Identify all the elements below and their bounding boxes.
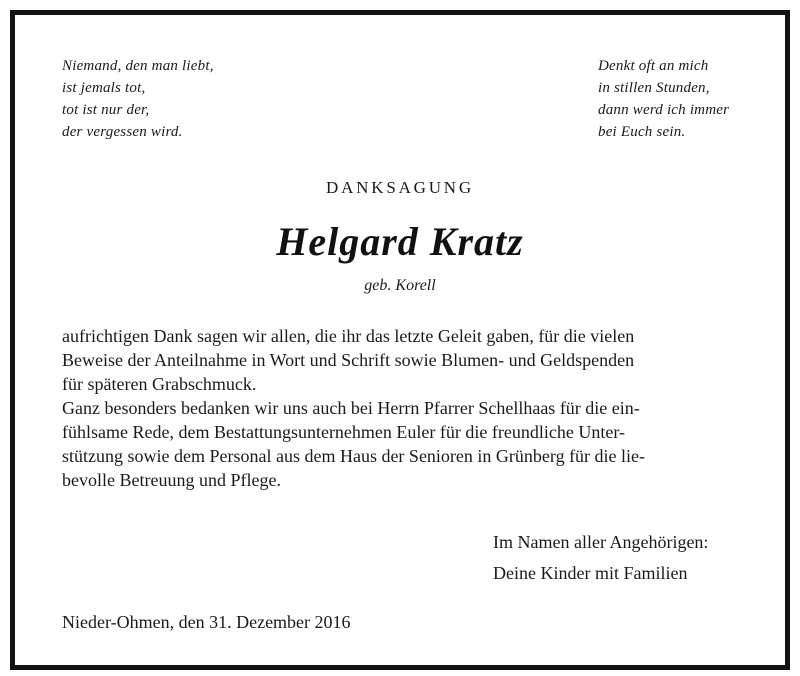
signature-block (493, 527, 708, 589)
body-line: stützung sowie dem Personal aus dem Haus der Senioren in Grünberg für die lie- (62, 446, 646, 466)
notice-heading: DANKSAGUNG (326, 178, 474, 197)
verse-left-line: ist jemals tot, (62, 80, 146, 96)
deceased-name: Helgard Kratz (276, 219, 524, 264)
thanks-paragraph (62, 324, 752, 492)
body-line: für späteren Grabschmuck. (62, 374, 257, 394)
place-date: Nieder-Ohmen, den 31. Dezember 2016 (62, 612, 351, 632)
birth-name: geb. Korell (364, 277, 436, 294)
signature-line: Deine Kinder mit Familien (493, 563, 688, 583)
notice-frame (10, 10, 790, 670)
body-line: Beweise der Anteilnahme in Wort und Schrift sowie Blumen- und Geldspenden (62, 350, 635, 370)
verse-right (598, 55, 729, 143)
body-line: aufrichtigen Dank sagen wir allen, die ihr das letzte Geleit gaben, für die vielen (62, 326, 635, 346)
verse-right-line: dann werd ich immer (598, 102, 730, 118)
verse-right-line: bei Euch sein. (598, 124, 686, 140)
verse-right-line: in stillen Stunden, (598, 80, 710, 96)
verse-left-line: der vergessen wird. (62, 124, 183, 140)
verse-left-line: tot ist nur der, (62, 102, 150, 118)
verse-left-line: Niemand, den man liebt, (62, 58, 214, 74)
signature-line: Im Namen aller Angehörigen: (493, 532, 709, 552)
body-line: bevolle Betreuung und Pflege. (62, 470, 281, 490)
body-line: Ganz besonders bedanken wir uns auch bei Herrn Pfarrer Schellhaas für die ein- (62, 398, 640, 418)
verse-right-line: Denkt oft an mich (598, 58, 709, 74)
verse-left (62, 55, 214, 143)
body-line: fühlsame Rede, dem Bestattungsunternehmen Euler für die freundliche Unter- (62, 422, 625, 442)
